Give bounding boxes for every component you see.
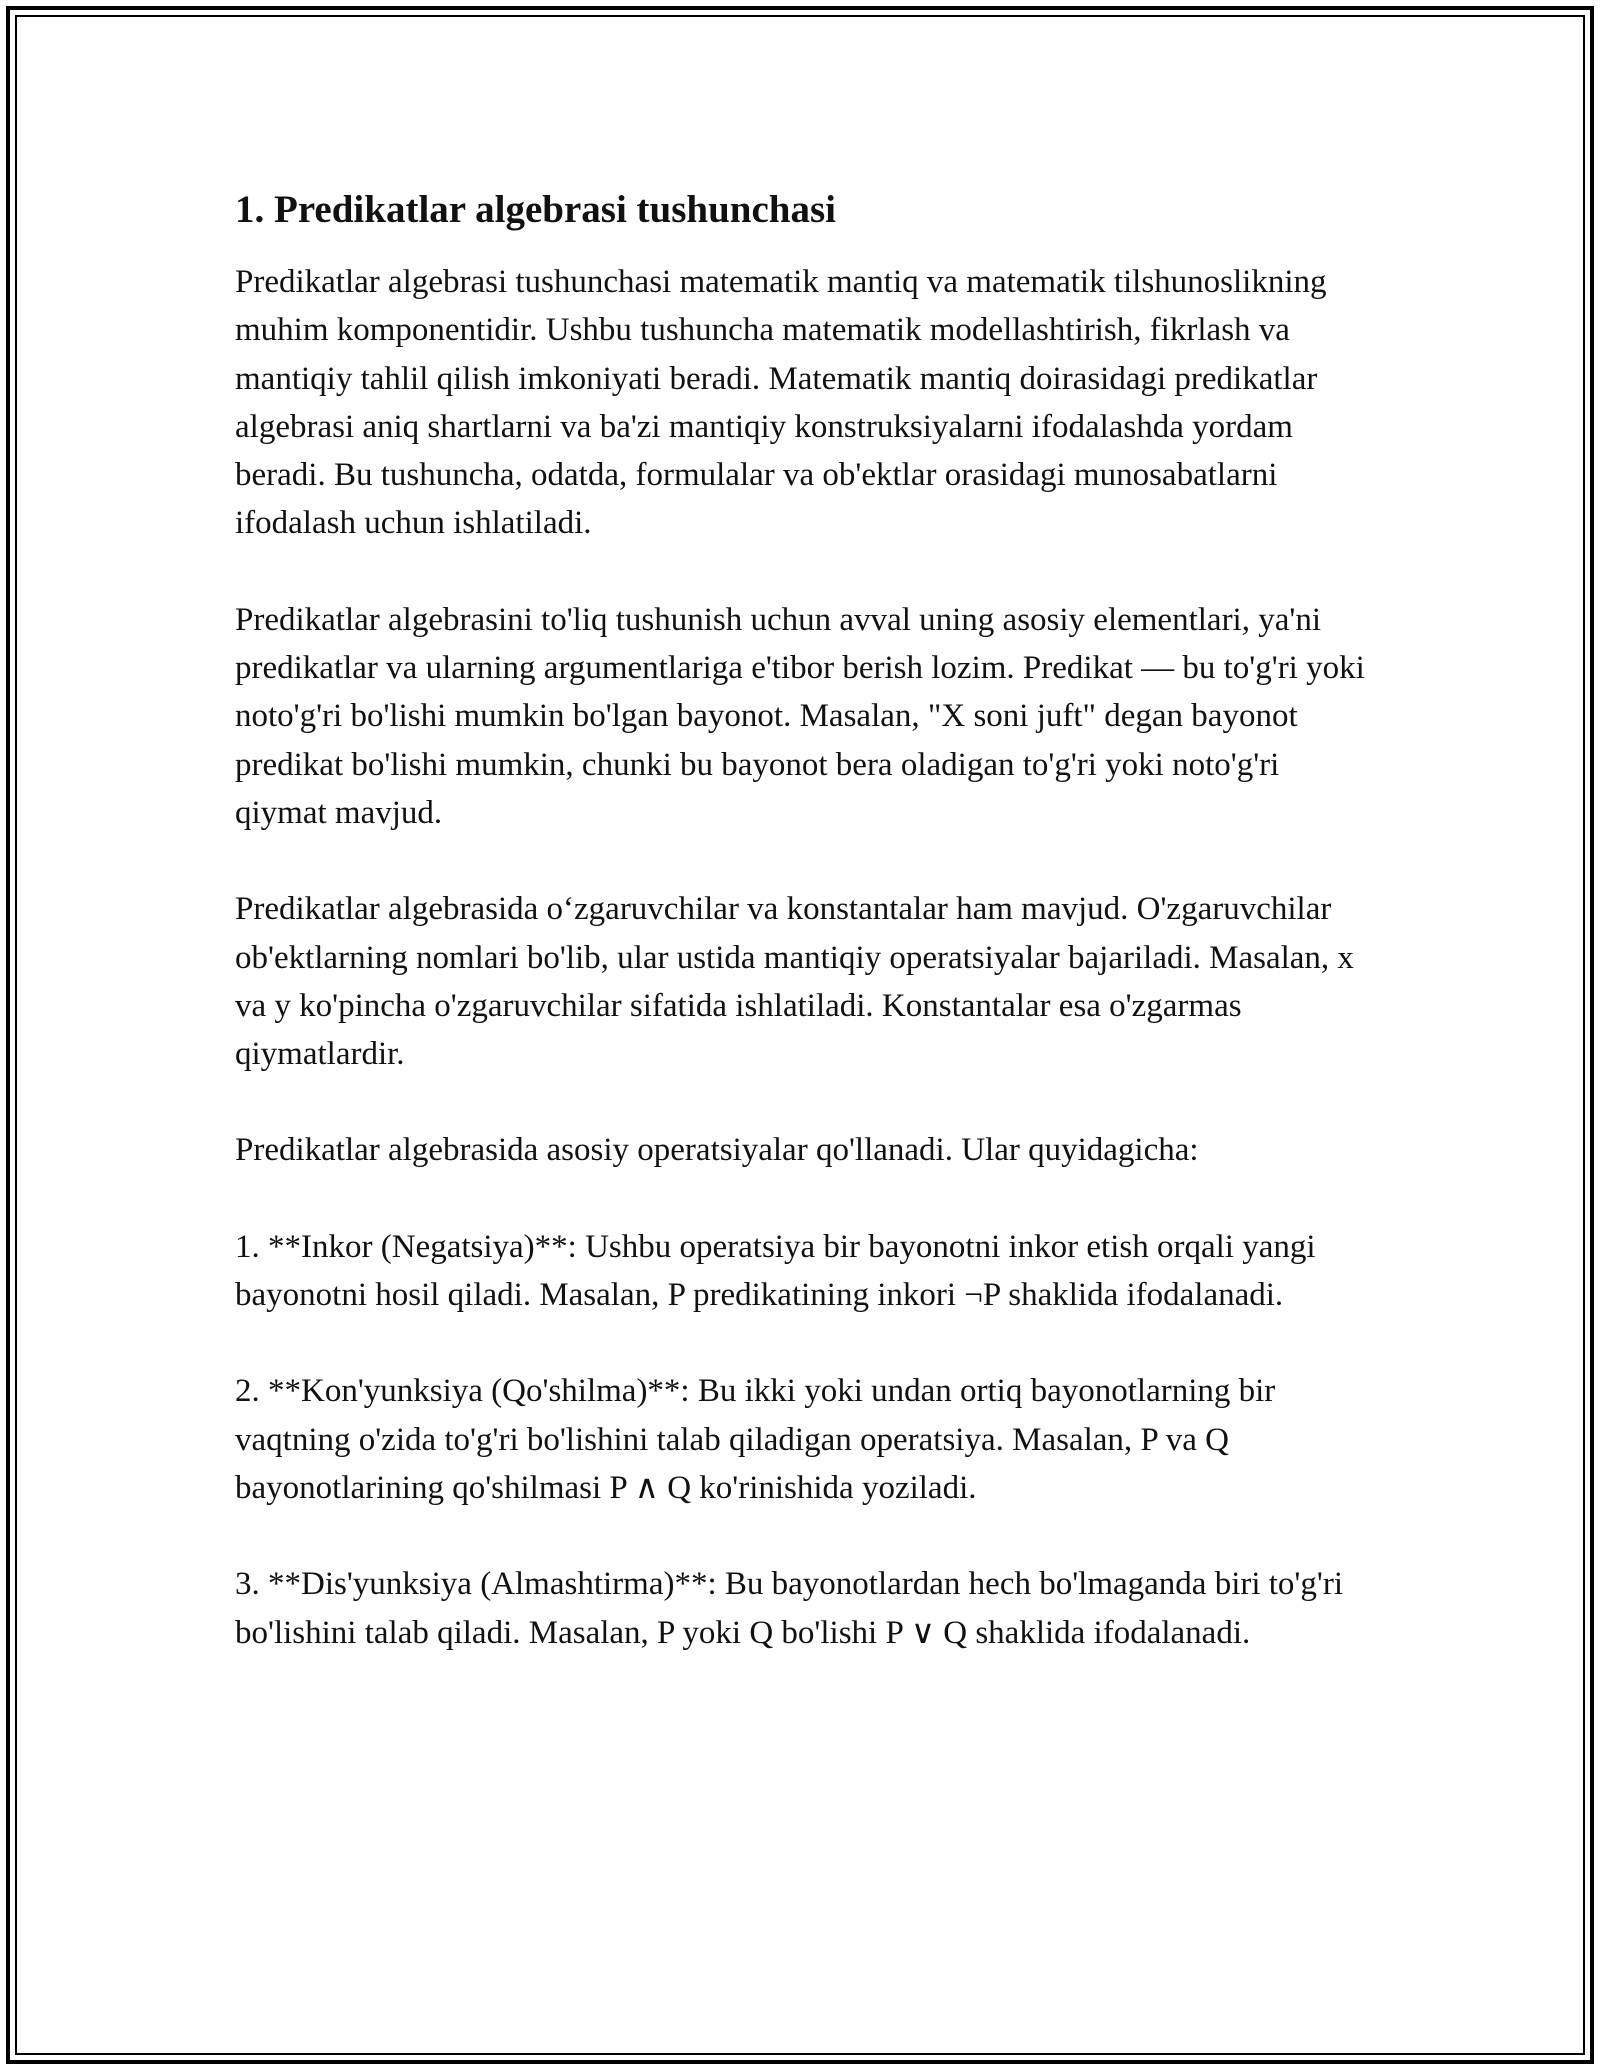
paragraph-operations-intro: Predikatlar algebrasida asosiy operatsiyalar qo'llanadi. Ular quyidagicha:: [235, 1132, 1199, 1169]
list-item-conjunction: 2. **Kon'yunksiya (Qo'shilma)**: Bu ikki yoki undan ortiq bayonotlarning bir vaqtning o'zida to'g'ri bo'lishini talab qiladigan operatsiya. Masalan, P va Q bayonotlarining qo'shilmasi P ∧ Q ko'rinishida yoziladi.: [235, 1373, 1276, 1506]
paragraph-variables: Predikatlar algebrasida o‘zgaruvchilar va konstantalar ham mavjud. O'zgaruvchilar ob'ektlarning nomlari bo'lib, ular ustida mantiqiy operatsiyalar bajariladi. Masalan, x va y ko'pincha o'zgaruvchilar sifatida ishlatiladi. Konstantalar esa o'zgarmas qiymatlardir.: [235, 891, 1354, 1073]
list-item-negation: 1. **Inkor (Negatsiya)**: Ushbu operatsiya bir bayonotni inkor etish orqali yangi bayonotni hosil qiladi. Masalan, P predikatining inkori ¬P shaklida ifodalanadi.: [235, 1228, 1316, 1314]
paragraph-elements: Predikatlar algebrasini to'liq tushunish uchun avval uning asosiy elementlari, ya'ni predikatlar va ularning argumentlariga e'tibor berish lozim. Predikat — bu to'g'ri yoki noto'g'ri bo'lishi mumkin bo'lgan bayonot. Masalan, "X soni juft" degan bayonot predikat bo'lishi mumkin, chunki bu bayonot bera oladigan to'g'ri yoki noto'g'ri qiymat mavjud.: [235, 601, 1365, 831]
document-body: [235, 186, 1370, 1705]
section-heading: 1. Predikatlar algebrasi tushunchasi: [235, 188, 836, 231]
paragraph-intro: Predikatlar algebrasi tushunchasi matematik mantiq va matematik tilshunoslikning muhim komponentidir. Ushbu tushuncha matematik modellashtirish, fikrlash va mantiqiy tahlil qilish imkoniyati beradi. Matematik mantiq doirasidagi predikatlar algebrasi aniq shartlarni va ba'zi mantiqiy konstruksiyalarni ifodalashda yordam beradi. Bu tushuncha, odatda, formulalar va ob'ektlar orasidagi munosabatlarni ifodalash uchun ishlatiladi.: [235, 264, 1327, 542]
list-item-disjunction: 3. **Dis'yunksiya (Almashtirma)**: Bu bayonotlardan hech bo'lmaganda biri to'g'ri bo'lishini talab qiladi. Masalan, P yoki Q bo'lishi P ∨ Q shaklida ifodalanadi.: [235, 1566, 1343, 1651]
